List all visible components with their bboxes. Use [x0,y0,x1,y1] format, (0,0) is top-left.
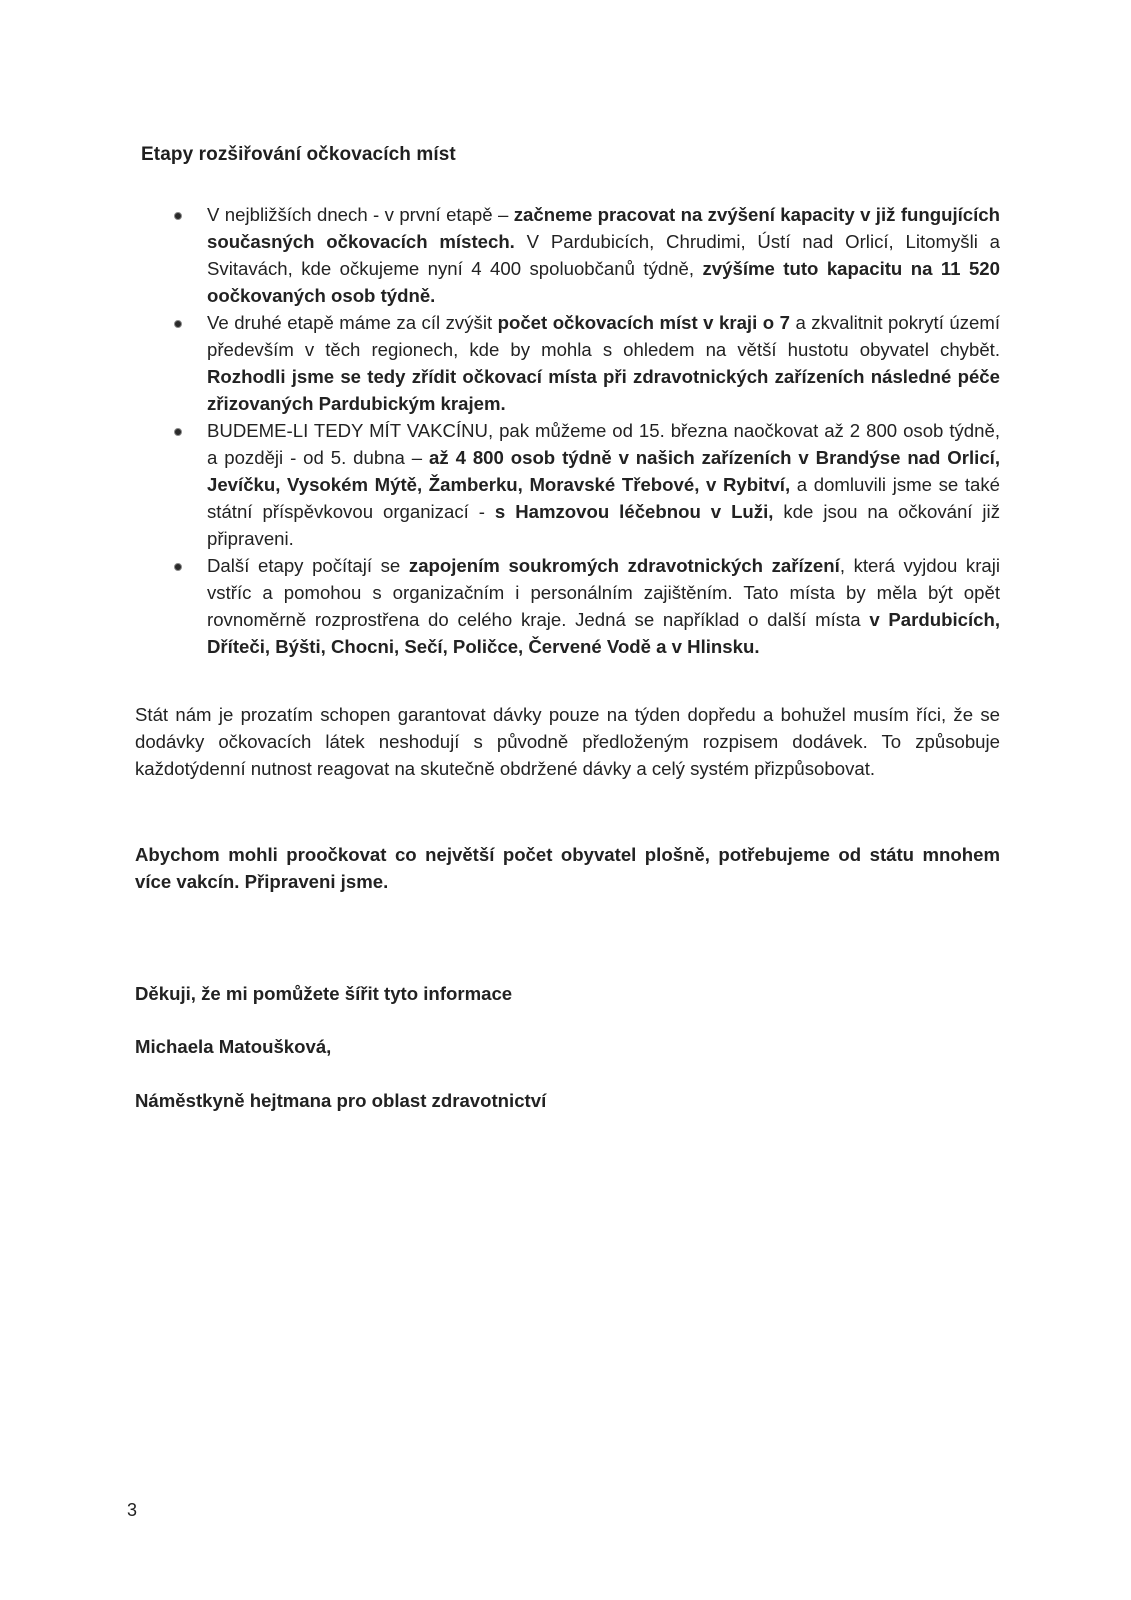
bullet-icon [174,320,182,328]
stage-text-normal: a zkvalitnit pokrytí území především v těch regionech, kde by mohla s ohledem na větší hustotu obyvatel chybět. [207,312,1000,360]
stage-text-normal: BUDEME-LI TEDY MÍT VAKCÍNU, pak můžeme od 15. března naočkovat až 2 800 osob týdně, a později - od 5. dubna – [207,420,1000,468]
appeal-paragraph: Abychom mohli proočkovat co největší počet obyvatel plošně, potřebujeme od státu mnohem více vakcín. Připraveni jsme. [135,844,1000,892]
stage-text-bold: v Pardubicích, Dříteči, Býšti, Chocni, Sečí, Poličce, Červené Vodě a v Hlinsku. [207,609,1000,657]
stage-text-bold: s Hamzovou léčebnou v Luži, [494,501,774,522]
bullet-icon [174,212,182,220]
supply-paragraph: Stát nám je prozatím schopen garantovat dávky pouze na týden dopředu a bohužel musím říci, že se dodávky očkovacích látek neshodují s původně předloženým rozpisem dodávek. To způsobuje každotýdenní nutnost reagovat na skutečně obdržené dávky a celý systém přizpůsobovat. [135,704,1000,779]
section-heading: Etapy rozšiřování očkovacích míst [141,144,456,165]
stage-item [207,417,1000,552]
thanks-line: Děkuji, že mi pomůžete šířit tyto informace [135,983,513,1004]
signature-role: Náměstkyně hejtmana pro oblast zdravotnictví [135,1090,547,1111]
stage-text-bold: až 4 800 osob týdně v našich zařízeních v Brandýse nad Orlicí, Jevíčku, Vysokém Mýtě, Žamberku, Moravské Třebové, v Rybitví, [207,447,1000,495]
stage-text-normal: kde jsou na očkování již připraveni. [207,501,1000,549]
bullet-icon [174,563,182,571]
signature-name: Michaela Matoušková, [135,1036,332,1057]
page-number: 3 [127,1500,138,1520]
stage-text-normal: V nejbližších dnech - v první etapě – [207,204,514,225]
stage-text-normal: Ve druhé etapě máme za cíl zvýšit [207,312,498,333]
stage-text-bold: začneme pracovat na zvýšení kapacity v již fungujících současných očkovacích místech. [207,204,1000,252]
stage-text-bold: počet očkovacích míst v kraji o 7 [497,312,790,333]
stage-text-normal: a domluvili jsme se také státní příspěvkovou organizací - [207,474,1000,522]
stage-text-normal: , která vyjdou kraji vstříc a pomohou s organizačním i personálním zajištěním. Tato místa by měla být opět rovnoměrně rozprostřena do celého kraje. Jedná se například o další místa [207,555,1000,630]
stage-text-normal: V Pardubicích, Chrudimi, Ústí nad Orlicí, Litomyšli a Svitavách, kde očkujeme nyní 4 400 spoluobčanů týdně, [207,231,1001,279]
stage-item [207,552,1000,660]
stages-list [207,201,1000,660]
stage-text-normal: Další etapy počítají se [207,555,409,576]
stage-text-bold: Rozhodli jsme se tedy zřídit očkovací místa při zdravotnických zařízeních následné péče zřizovaných Pardubickým krajem. [207,366,1000,414]
stage-item [207,309,1000,417]
stage-item [207,201,1000,309]
stage-text-bold: zvýšíme tuto kapacitu na 11 520 oočkovaných osob týdně. [207,258,1000,306]
stage-text-bold: zapojením soukromých zdravotnických zařízení [408,555,840,576]
bullet-icon [174,428,182,436]
